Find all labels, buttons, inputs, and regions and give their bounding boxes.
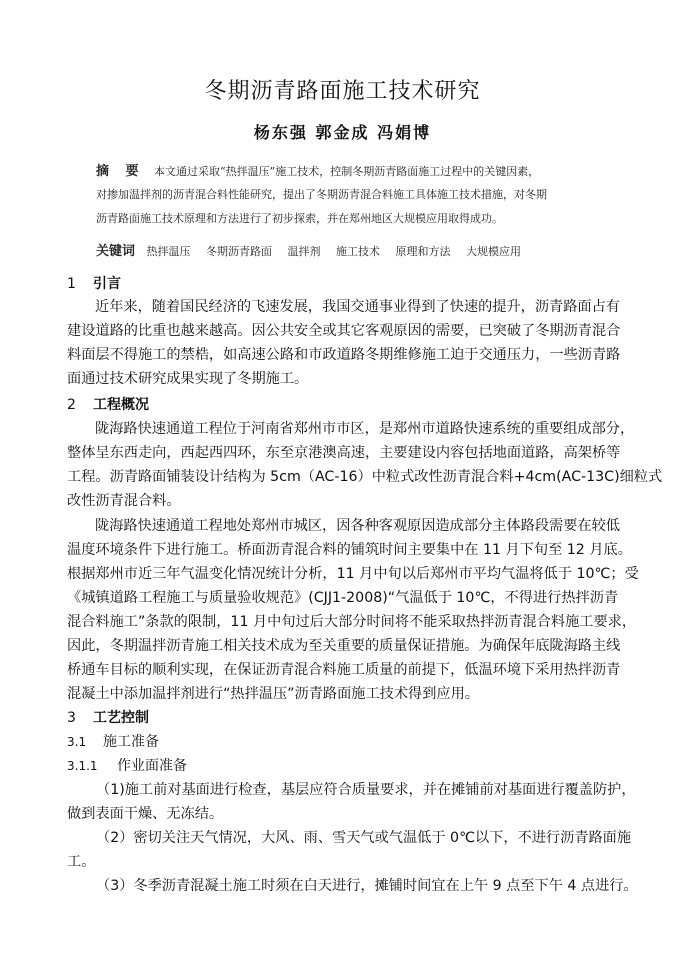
keyword: 热拌温压 xyxy=(146,245,191,258)
paragraph-line: 混合料施工”条款的限制，11 月中旬过后大部分时间将不能采取热拌沥青混合料施工要求， xyxy=(67,614,637,630)
keyword: 温拌剂 xyxy=(287,245,321,258)
section-number: 1 xyxy=(67,276,76,292)
section-heading-1 xyxy=(67,273,121,293)
keywords xyxy=(96,240,533,259)
paragraph-line: 改性沥青混合料。 xyxy=(67,493,181,509)
abstract-text-2: 对掺加温拌剂的沥青混合料性能研究，提出了冬期沥青混合料施工具体施工技术措施，对冬期 xyxy=(96,188,547,201)
subsection-heading-3-1 xyxy=(67,731,159,751)
keyword: 原理和方法 xyxy=(395,245,451,258)
section-title: 工艺控制 xyxy=(93,710,149,726)
abstract-label: 摘 要 xyxy=(96,164,145,179)
paragraph-line: 根据郑州市近三年气温变化情况统计分析，11 月中旬以后郑州市平均气温将低于 10℃；受 xyxy=(67,566,639,582)
paragraph-line: 建设道路的比重也越来越高。因公共安全或其它客观原因的需要，已突破了冬期沥青混合 xyxy=(67,323,621,339)
paragraph-line: 整体呈东西走向，西起西四环，东至京港澳高速，主要建设内容包括地面道路，高架桥等 xyxy=(67,445,621,461)
list-item-line: 工。 xyxy=(67,854,96,870)
section-heading-2 xyxy=(67,394,149,414)
paragraph-line: 工程。沥青路面铺装设计结构为 5cm（AC-16）中粒式改性沥青混合料+4cm(AC-13C)细粒式 xyxy=(67,469,663,485)
section-number: 3 xyxy=(67,710,76,726)
page-title: 冬期沥青路面施工技术研究 xyxy=(204,79,481,104)
paragraph-line: 陇海路快速通道工程位于河南省郑州市市区，是郑州市道路快速系统的重要组成部分， xyxy=(95,421,635,437)
paragraph-line: 《城镇道路工程施工与质量验收规范》(CJJ1-2008)“气温低于 10℃，不得进行热拌沥青 xyxy=(67,590,619,606)
list-item-line: 做到表面干燥、无冻结。 xyxy=(67,806,224,822)
subsection-title: 作业面准备 xyxy=(117,758,187,774)
abstract-text-3: 沥青路面施工技术原理和方法进行了初步探索，并在郑州地区大规模应用取得成功。 xyxy=(96,212,503,225)
paragraph-line: 近年来，随着国民经济的飞速发展，我国交通事业得到了快速的提升，沥青路面占有 xyxy=(95,299,620,315)
subsection-title: 施工准备 xyxy=(103,734,159,750)
keyword: 冬期沥青路面 xyxy=(206,245,273,258)
keyword: 施工技术 xyxy=(336,245,381,258)
abstract-line-1 xyxy=(96,160,539,179)
section-heading-3 xyxy=(67,707,149,727)
paragraph-line: 因此，冬期温拌沥青施工相关技术成为至关重要的质量保证措施。为确保年底陇海路主线 xyxy=(67,638,621,654)
list-item-line: （3）冬季沥青混凝土施工时须在白天进行，摊铺时间宜在上午 9 点至下午 4 点进行。 xyxy=(96,878,638,894)
subsection-number: 3.1.1 xyxy=(67,759,98,773)
paragraph-line: 温度环境条件下进行施工。桥面沥青混合料的铺筑时间主要集中在 11 月下旬至 12 月底。 xyxy=(67,542,632,558)
paragraph-line: 桥通车目标的顺利实现，在保证沥青混合料施工质量的前提下，低温环境下采用热拌沥青 xyxy=(67,662,621,678)
paragraph-line: 面通过技术研究成果实现了冬期施工。 xyxy=(67,371,309,387)
paragraph-line: 料面层不得施工的禁梏，如高速公路和市政道路冬期维修施工迫于交通压力，一些沥青路 xyxy=(67,347,621,363)
subsection-number: 3.1 xyxy=(67,735,87,749)
keyword: 大规模应用 xyxy=(466,245,522,258)
section-title: 引言 xyxy=(93,276,121,292)
authors: 杨东强 郭金成 冯娟博 xyxy=(253,123,432,142)
paragraph-line: 混凝土中添加温拌剂进行“热拌温压”沥青路面施工技术得到应用。 xyxy=(67,686,479,702)
subsection-heading-3-1-1 xyxy=(67,755,187,775)
keywords-label: 关键词 xyxy=(96,244,136,259)
abstract-text-1: 本文通过采取“热拌温压”施工技术，控制冬期沥青路面施工过程中的关键因素， xyxy=(154,165,540,178)
section-title: 工程概况 xyxy=(93,397,149,413)
section-number: 2 xyxy=(67,397,76,413)
list-item-line: （1)施工前对基面进行检查，基层应符合质量要求，并在摊铺前对基面进行覆盖防护， xyxy=(96,782,636,798)
paragraph-line: 陇海路快速通道工程地处郑州市城区，因各种客观原因造成部分主体路段需要在较低 xyxy=(95,518,620,534)
list-item-line: （2）密切关注天气情况，大风、雨、雪天气或气温低于 0℃以下，不进行沥青路面施 xyxy=(96,830,632,846)
